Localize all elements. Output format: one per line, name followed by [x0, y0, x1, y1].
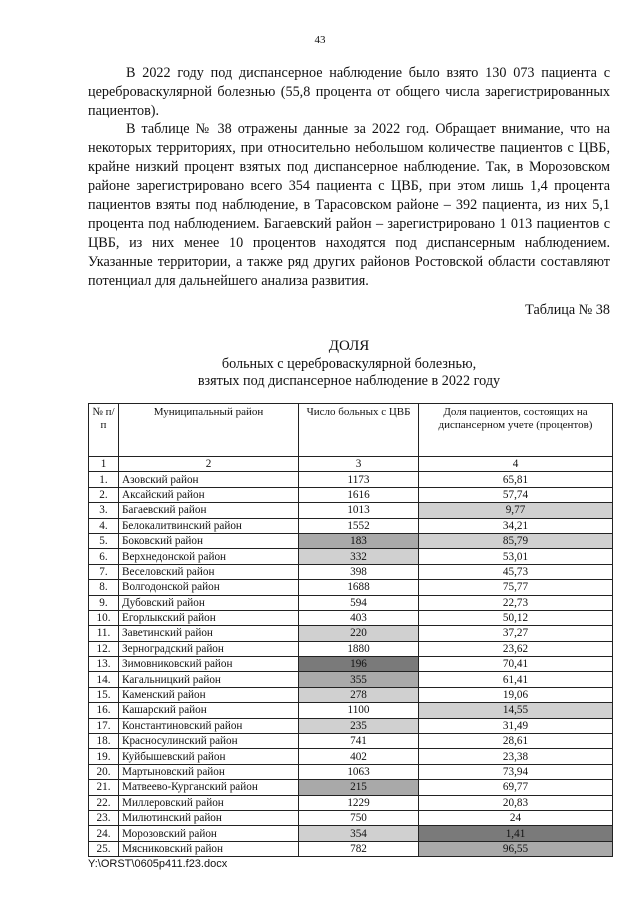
row-number: 13. — [89, 657, 119, 672]
district-name: Зерноградский район — [119, 641, 299, 656]
row-number: 2. — [89, 487, 119, 502]
district-name: Кагальницкий район — [119, 672, 299, 687]
patient-count: 1880 — [299, 641, 419, 656]
dispensary-share: 1,41 — [419, 826, 613, 841]
dispensary-share: 34,21 — [419, 518, 613, 533]
table-row — [89, 595, 613, 610]
row-number: 16. — [89, 703, 119, 718]
table-row — [89, 487, 613, 502]
patient-count: 355 — [299, 672, 419, 687]
table-row — [89, 472, 613, 487]
row-number: 1. — [89, 472, 119, 487]
dispensary-share: 19,06 — [419, 687, 613, 702]
district-name: Милютинский район — [119, 810, 299, 825]
district-name: Багаевский район — [119, 503, 299, 518]
dispensary-share: 65,81 — [419, 472, 613, 487]
dispensary-share: 61,41 — [419, 672, 613, 687]
header-district: Муниципальный район — [119, 404, 299, 457]
paragraph-1: В 2022 году под диспансерное наблюдение было взято 130 073 пациента с цереброваскулярной болезнью (55,8 процента от общего числа зарегистрированных пациентов). — [88, 65, 610, 119]
dispensary-share: 57,74 — [419, 487, 613, 502]
row-number: 19. — [89, 749, 119, 764]
patient-count: 1013 — [299, 503, 419, 518]
table-row — [89, 841, 613, 856]
table-row — [89, 503, 613, 518]
dispensary-share: 85,79 — [419, 533, 613, 548]
district-name: Матвеево-Курганский район — [119, 780, 299, 795]
table-row — [89, 672, 613, 687]
dispensary-share: 22,73 — [419, 595, 613, 610]
dispensary-share: 96,55 — [419, 841, 613, 856]
row-number: 18. — [89, 734, 119, 749]
header-number: № п/п — [89, 404, 119, 457]
table-row — [89, 626, 613, 641]
row-number: 10. — [89, 610, 119, 625]
dispensary-share: 23,62 — [419, 641, 613, 656]
row-number: 24. — [89, 826, 119, 841]
row-number: 15. — [89, 687, 119, 702]
district-name: Кашарский район — [119, 703, 299, 718]
district-name: Волгодонской район — [119, 580, 299, 595]
row-number: 4. — [89, 518, 119, 533]
row-number: 22. — [89, 795, 119, 810]
district-name: Боковский район — [119, 533, 299, 548]
district-name: Красносулинский район — [119, 734, 299, 749]
table-header-row — [89, 404, 613, 457]
district-name: Мартыновский район — [119, 764, 299, 779]
district-name: Аксайский район — [119, 487, 299, 502]
patient-count: 1688 — [299, 580, 419, 595]
table-row — [89, 687, 613, 702]
patient-count: 278 — [299, 687, 419, 702]
district-name: Куйбышевский район — [119, 749, 299, 764]
patient-count: 332 — [299, 549, 419, 564]
table-row — [89, 826, 613, 841]
row-number: 7. — [89, 564, 119, 579]
district-name: Каменский район — [119, 687, 299, 702]
district-name: Егорлыкский район — [119, 610, 299, 625]
dispensary-share: 50,12 — [419, 610, 613, 625]
dispensary-share: 14,55 — [419, 703, 613, 718]
table-title — [88, 338, 610, 390]
district-name: Белокалитвинский район — [119, 518, 299, 533]
patient-count: 1100 — [299, 703, 419, 718]
dispensary-share: 20,83 — [419, 795, 613, 810]
table-row — [89, 549, 613, 564]
patient-count: 220 — [299, 626, 419, 641]
patient-count: 183 — [299, 533, 419, 548]
row-number: 11. — [89, 626, 119, 641]
dispensary-share: 70,41 — [419, 657, 613, 672]
row-number: 9. — [89, 595, 119, 610]
table-row — [89, 703, 613, 718]
dispensary-share: 75,77 — [419, 580, 613, 595]
table-title-line2: больных с цереброваскулярной болезнью, — [221, 356, 477, 372]
table-row — [89, 810, 613, 825]
header-count: Число больных с ЦВБ — [299, 404, 419, 457]
patient-count: 741 — [299, 734, 419, 749]
table-row — [89, 564, 613, 579]
row-number: 17. — [89, 718, 119, 733]
district-name: Зимовниковский район — [119, 657, 299, 672]
column-number: 2 — [119, 457, 299, 472]
header-share: Доля пациентов, состоящих на диспансерном учете (процентов) — [419, 404, 613, 457]
patient-count: 403 — [299, 610, 419, 625]
table-row — [89, 533, 613, 548]
patient-count: 1173 — [299, 472, 419, 487]
district-name: Верхнедонской район — [119, 549, 299, 564]
table-row — [89, 580, 613, 595]
patient-count: 1552 — [299, 518, 419, 533]
table-row — [89, 610, 613, 625]
column-number-row — [89, 457, 613, 472]
row-number: 14. — [89, 672, 119, 687]
patient-count: 402 — [299, 749, 419, 764]
patient-count: 215 — [299, 780, 419, 795]
table-row — [89, 657, 613, 672]
district-name: Морозовский район — [119, 826, 299, 841]
patient-count: 1616 — [299, 487, 419, 502]
table-label: Таблица № 38 — [525, 302, 610, 318]
patient-count: 594 — [299, 595, 419, 610]
patient-count: 750 — [299, 810, 419, 825]
table-row — [89, 718, 613, 733]
row-number: 5. — [89, 533, 119, 548]
patient-count: 1229 — [299, 795, 419, 810]
row-number: 21. — [89, 780, 119, 795]
row-number: 3. — [89, 503, 119, 518]
row-number: 12. — [89, 641, 119, 656]
district-name: Азовский район — [119, 472, 299, 487]
table-body — [89, 457, 613, 857]
table-row — [89, 764, 613, 779]
dispensary-share: 9,77 — [419, 503, 613, 518]
dispensary-share: 73,94 — [419, 764, 613, 779]
district-name: Веселовский район — [119, 564, 299, 579]
row-number: 8. — [89, 580, 119, 595]
paragraph-2: В таблице № 38 отражены данные за 2022 год. Обращает внимание, что на некоторых территориях, при относительно небольшом количестве пациентов с ЦВБ, крайне низкий процент взятых под диспансерное наблюдение. Так, в Морозовском районе зарегистрировано всего 354 пациента с ЦВБ, при этом лишь 1,4 процента пациентов взяты под наблюдение, в Тарасовском районе – 392 пациента, из них 5,1 процента под наблюдением. Багаевский район – зарегистрировано 1 013 пациентов с ЦВБ, из них менее 10 процентов находятся под диспансерным наблюдением. Указанные территории, а также ряд других районов Ростовской области составляют потенциал для дальнейшего анализа развития. — [88, 121, 610, 289]
file-path-footer: Y:\ORST\0605p411.f23.docx — [88, 858, 228, 870]
row-number: 6. — [89, 549, 119, 564]
patient-count: 196 — [299, 657, 419, 672]
column-number: 1 — [89, 457, 119, 472]
dispensary-share: 31,49 — [419, 718, 613, 733]
district-name: Мясниковский район — [119, 841, 299, 856]
table-title-line3: взятых под диспансерное наблюдение в 2022 году — [197, 373, 501, 389]
district-name: Заветинский район — [119, 626, 299, 641]
row-number: 23. — [89, 810, 119, 825]
dispensary-share: 53,01 — [419, 549, 613, 564]
patient-count: 1063 — [299, 764, 419, 779]
district-name: Константиновский район — [119, 718, 299, 733]
dispensary-share: 69,77 — [419, 780, 613, 795]
table-row — [89, 749, 613, 764]
patient-count: 354 — [299, 826, 419, 841]
row-number: 25. — [89, 841, 119, 856]
page-number: 43 — [314, 34, 326, 46]
patient-count: 782 — [299, 841, 419, 856]
dispensary-share: 24 — [419, 810, 613, 825]
column-number: 4 — [419, 457, 613, 472]
patient-count: 235 — [299, 718, 419, 733]
patient-count: 398 — [299, 564, 419, 579]
dispensary-share: 28,61 — [419, 734, 613, 749]
dispensary-share: 45,73 — [419, 564, 613, 579]
district-name: Миллеровский район — [119, 795, 299, 810]
table-row — [89, 518, 613, 533]
table-row — [89, 734, 613, 749]
table-title-main: ДОЛЯ — [328, 338, 370, 354]
district-name: Дубовский район — [119, 595, 299, 610]
table-row — [89, 780, 613, 795]
row-number: 20. — [89, 764, 119, 779]
dispensary-share: 23,38 — [419, 749, 613, 764]
data-table — [88, 403, 613, 857]
column-number: 3 — [299, 457, 419, 472]
table-row — [89, 795, 613, 810]
table-row — [89, 641, 613, 656]
dispensary-share: 37,27 — [419, 626, 613, 641]
